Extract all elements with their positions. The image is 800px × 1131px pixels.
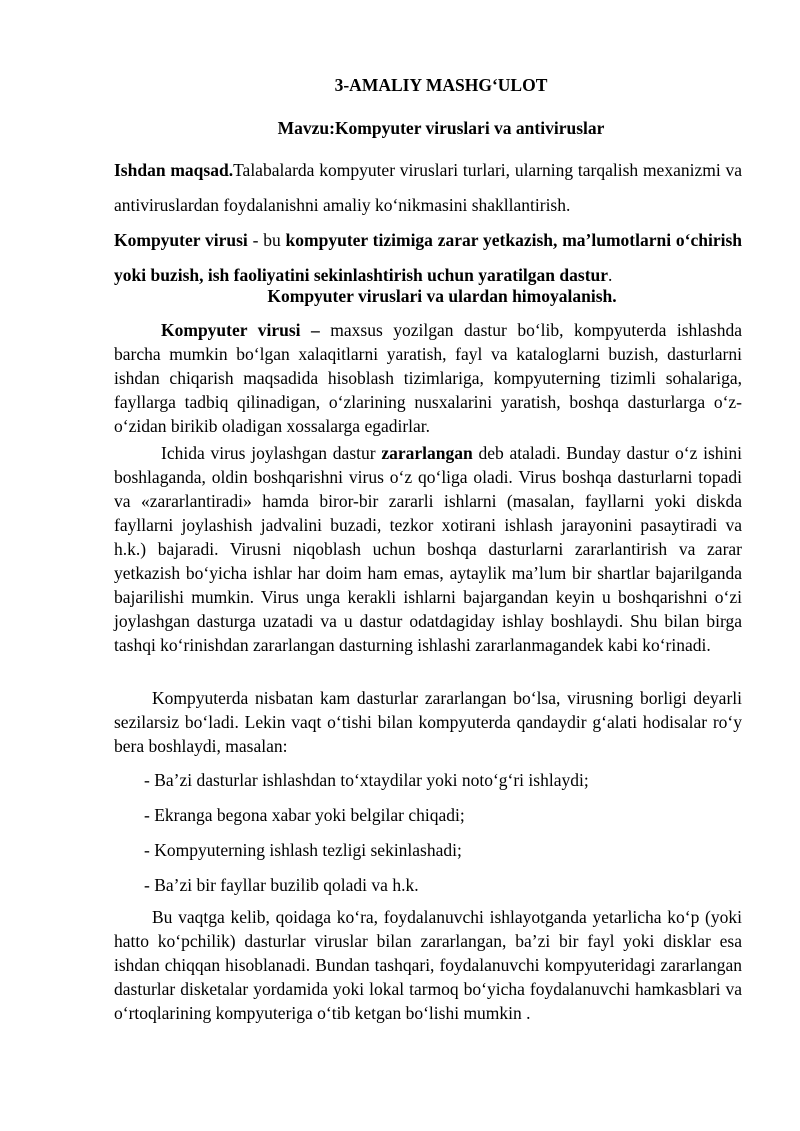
symptoms-list (144, 763, 744, 903)
list-item: - Ba’zi dasturlar ishlashdan to‘xtaydilar yoki noto‘g‘ri ishlaydi; (144, 770, 589, 790)
list-item: - Kompyuterning ishlash tezligi sekinlashadi; (144, 840, 462, 860)
list-item: - Ba’zi bir fayllar buzilib qoladi va h.k. (144, 875, 419, 895)
paragraph1-lead: Kompyuter virusi – (161, 320, 320, 340)
definition-dash: - bu (247, 230, 286, 250)
paragraph-spread: Bu vaqtga kelib, qoidaga ko‘ra, foydalanuvchi ishlayotganda yetarlicha ko‘p (yoki hatto ko‘pchilik) dasturlar viruslar bilan zararlangan, ba’zi bir fayl yoki disklar esa ishdan chiqqan hisoblanadi. Bundan tashqari, foydalanuvchi kompyuteridagi zararlangan dasturlar disketalar yordamida yoki lokal tarmoq bo‘yicha foydalanuvchi hamkasblari va o‘rtoqlarining kompyuteriga o‘tib ketgan bo‘lishi mumkin . (114, 907, 742, 1023)
paragraph2-bold-term: zararlangan (381, 443, 473, 463)
paragraph2-before: Ichida virus joylashgan dastur (161, 443, 382, 463)
document-subtitle: Mavzu:Kompyuter viruslari va antiviruslar (277, 118, 605, 138)
paragraph-virus-definition (114, 318, 742, 438)
definition-end: . (608, 265, 613, 285)
purpose-text: Talabalarda kompyuter viruslari turlari, ularning tarqalish mexanizmi va antiviruslardan foydalanishni amaliy ko‘nikmasini shakllantirish. (114, 160, 742, 215)
paragraph-infected-program (114, 441, 742, 657)
definition-text: kompyuter tizimiga zarar yetkazish, ma’lumotlarni o‘chirish yoki buzish, ish faoliyatini sekinlashtirish uchun yaratilgan dastur (114, 230, 742, 285)
document-title: 3-AMALIY MASHG‘ULOT (334, 75, 548, 95)
purpose-paragraph (114, 153, 742, 223)
definition-term: Kompyuter virusi (114, 230, 248, 250)
purpose-label: Ishdan maqsad. (114, 160, 234, 180)
definition-paragraph (114, 223, 742, 293)
paragraph-symptoms-intro: Kompyuterda nisbatan kam dasturlar zararlangan bo‘lsa, virusning borligi deyarli sezilarsiz bo‘ladi. Lekin vaqt o‘tishi bilan kompyuterda qandaydir g‘alati hodisalar ro‘y bera boshlaydi, masalan: (114, 688, 742, 756)
paragraph2-after: deb ataladi. Bunday dastur o‘z ishini boshlaganda, oldin boshqarishni virus o‘z qo‘liga oladi. Virus boshqa dasturlarni topadi va «zararlantiradi» hamda biror-bir zararli ishlarni (masalan, fayllarni yoki diskda fayllarni joylashish jadvalini buzadi, tezkor xotirani ishlash jarayonini pasaytiradi va h.k.) bajaradi. Virusni niqoblash uchun boshqa dasturlarni zararlantirish va zarar yetkazish bo‘yicha ishlar har doim ham emas, aytaylik ma’lum bir shartlar bajarilganda bajarilishi mumkin. Virus unga kerakli ishlarni bajargandan keyin u boshqarishni o‘zi joylashgan dasturga uzatadi va u dastur odatdagiday ishlay boshlaydi. Shu bilan birga tashqi ko‘rinishdan zararlangan dasturning ishlashi zararlanmagandek kabi ko‘rinadi. (114, 443, 743, 655)
list-item: - Ekranga begona xabar yoki belgilar chiqadi; (144, 805, 465, 825)
section-heading: Kompyuter viruslari va ulardan himoyalanish. (267, 286, 617, 306)
paragraph1-text: maxsus yozilgan dastur bo‘lib, kompyuterda ishlashda barcha mumkin bo‘lgan xalaqitlarni yaratish, fayl va kataloglarni buzish, dasturlarni ishdan chiqarish maqsadida hisoblash tizimlariga, kompyuterning tizimli sohalariga, fayllarga tadbiq qilinadigan, o‘zlarining nusxalarini yaratish, boshqa dasturlarga o‘z-o‘zidan birikib oladigan xossalarga egadirlar. (114, 320, 742, 436)
